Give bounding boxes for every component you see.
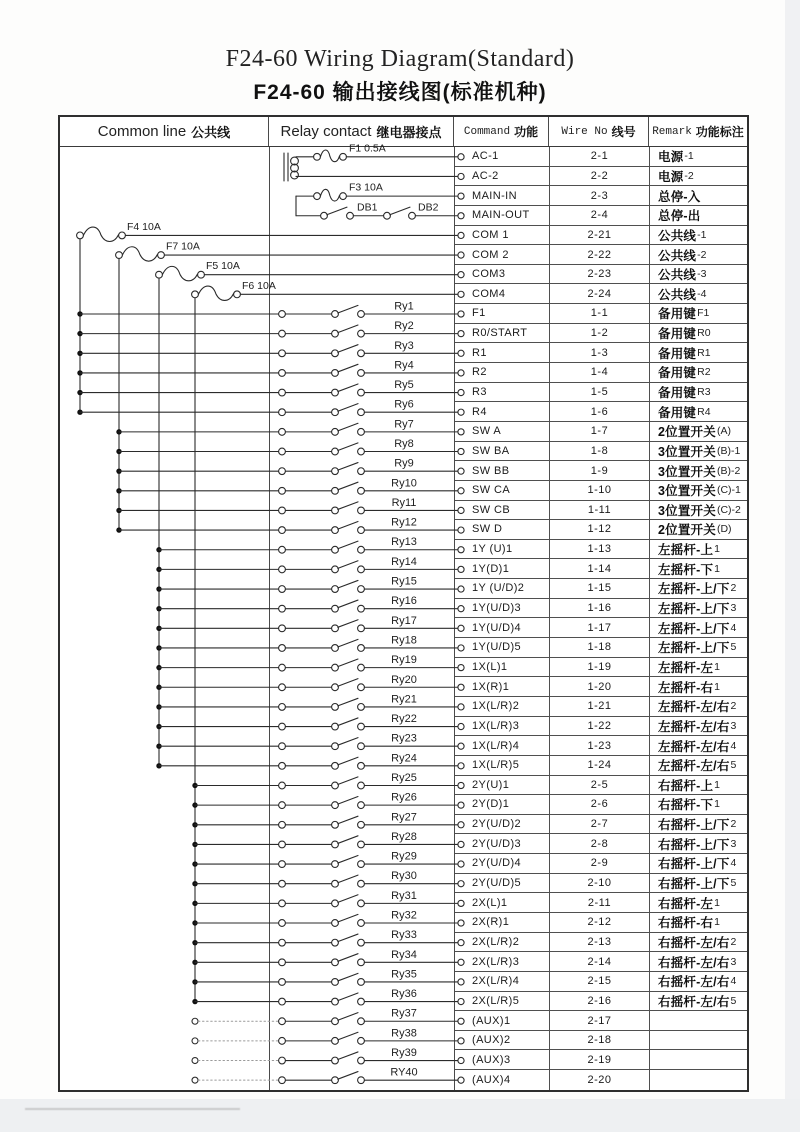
wire-no-cell: 1-19 bbox=[550, 658, 650, 677]
wire-no-cell: 2-18 bbox=[550, 1031, 650, 1050]
wire-no-cell: 1-12 bbox=[550, 520, 650, 539]
table-row bbox=[455, 972, 747, 992]
header-wire-no: Wire No 线号 bbox=[549, 117, 649, 146]
svg-text:Ry2: Ry2 bbox=[394, 320, 414, 333]
header-remark: Remark 功能标注 bbox=[652, 125, 744, 139]
wire-no-cell: 2-13 bbox=[550, 933, 650, 952]
remark-cell: 公共线 -3 bbox=[658, 268, 707, 283]
wire-no-cell: 2-14 bbox=[550, 952, 650, 971]
remark-cell: 备用键 R4 bbox=[658, 405, 711, 420]
table-row bbox=[455, 618, 747, 638]
remark-cell bbox=[650, 1050, 747, 1069]
command-cell: COM4 bbox=[455, 284, 550, 303]
table-row bbox=[455, 717, 747, 737]
table-row bbox=[455, 363, 747, 383]
svg-text:Ry5: Ry5 bbox=[394, 379, 414, 392]
table-row bbox=[455, 520, 747, 540]
remark-cell: 右摇杆-上/下 4 bbox=[658, 857, 737, 872]
table-row bbox=[455, 265, 747, 285]
wire-no-cell: 2-22 bbox=[550, 245, 650, 264]
remark-cell: 3位置开关 (B)-1 bbox=[658, 444, 741, 459]
command-cell: 1X(L/R)5 bbox=[455, 756, 550, 775]
svg-text:Ry13: Ry13 bbox=[391, 536, 417, 549]
remark-cell: 右摇杆-上/下 2 bbox=[658, 818, 737, 833]
table-row bbox=[455, 1031, 747, 1051]
remark-cell: 右摇杆-左/右 3 bbox=[658, 955, 737, 970]
command-cell: 1X(L)1 bbox=[455, 658, 550, 677]
command-cell: 2X(R)1 bbox=[455, 913, 550, 932]
command-cell: MAIN-OUT bbox=[455, 206, 550, 225]
svg-text:F4 10A: F4 10A bbox=[127, 220, 161, 233]
column-divider bbox=[269, 147, 270, 1090]
wire-no-cell: 1-23 bbox=[550, 736, 650, 755]
command-cell: (AUX)3 bbox=[455, 1050, 550, 1069]
table-row bbox=[455, 599, 747, 619]
wire-no-cell: 2-6 bbox=[550, 795, 650, 814]
scan-edge-bottom bbox=[0, 1099, 800, 1132]
table-row bbox=[455, 854, 747, 874]
svg-text:Ry28: Ry28 bbox=[391, 830, 417, 843]
remark-cell: 总停-入 bbox=[658, 189, 701, 204]
wire-no-cell: 2-21 bbox=[550, 226, 650, 245]
table-row bbox=[455, 952, 747, 972]
command-cell: 1X(R)1 bbox=[455, 677, 550, 696]
table-row bbox=[455, 756, 747, 776]
svg-text:Ry7: Ry7 bbox=[394, 418, 414, 431]
command-cell: 1X(L/R)3 bbox=[455, 717, 550, 736]
table-row bbox=[455, 1011, 747, 1031]
svg-text:Ry24: Ry24 bbox=[391, 752, 417, 765]
wire-no-cell: 2-20 bbox=[550, 1070, 650, 1090]
wire-no-cell: 2-10 bbox=[550, 874, 650, 893]
table-row bbox=[455, 658, 747, 678]
wire-no-cell: 2-23 bbox=[550, 265, 650, 284]
remark-cell: 公共线 -1 bbox=[658, 228, 707, 243]
table-row bbox=[455, 147, 747, 167]
remark-cell: 左摇杆-左/右 5 bbox=[658, 759, 737, 774]
remark-cell: 左摇杆-左/右 3 bbox=[658, 719, 737, 734]
command-cell: R2 bbox=[455, 363, 550, 382]
wire-no-cell: 1-10 bbox=[550, 481, 650, 500]
table-row bbox=[455, 245, 747, 265]
command-cell: SW A bbox=[455, 422, 550, 441]
remark-cell bbox=[650, 1031, 747, 1050]
command-cell: 1X(L/R)4 bbox=[455, 736, 550, 755]
svg-text:F5 10A: F5 10A bbox=[206, 260, 240, 273]
command-cell: (AUX)1 bbox=[455, 1011, 550, 1030]
header-relay-contact: Relay contact 继电器接点 bbox=[269, 117, 454, 146]
remark-cell: 备用键 R2 bbox=[658, 366, 711, 381]
command-cell: 2X(L/R)4 bbox=[455, 972, 550, 991]
command-cell: R4 bbox=[455, 402, 550, 421]
svg-text:Ry18: Ry18 bbox=[391, 634, 417, 647]
wire-no-cell: 1-6 bbox=[550, 402, 650, 421]
wire-no-cell: 1-21 bbox=[550, 697, 650, 716]
table-row bbox=[455, 736, 747, 756]
table-row bbox=[455, 461, 747, 481]
header-common-line: Common line 公共线 bbox=[60, 117, 269, 146]
remark-cell: 3位置开关 (B)-2 bbox=[658, 464, 741, 479]
command-cell: 1Y(U/D)4 bbox=[455, 618, 550, 637]
svg-text:F6 10A: F6 10A bbox=[242, 279, 276, 292]
svg-text:Ry21: Ry21 bbox=[391, 693, 417, 706]
command-cell: SW CB bbox=[455, 501, 550, 520]
remark-cell: 左摇杆-上/下 3 bbox=[658, 602, 737, 617]
svg-text:Ry27: Ry27 bbox=[391, 811, 417, 824]
table-row bbox=[455, 874, 747, 894]
svg-text:Ry1: Ry1 bbox=[394, 300, 414, 313]
wire-no-cell: 1-17 bbox=[550, 618, 650, 637]
svg-text:Ry9: Ry9 bbox=[394, 457, 414, 470]
header-command: Command 功能 bbox=[454, 117, 549, 146]
wire-no-cell: 2-9 bbox=[550, 854, 650, 873]
svg-text:Ry10: Ry10 bbox=[391, 477, 417, 490]
wire-no-cell: 1-18 bbox=[550, 638, 650, 657]
wire-no-cell: 1-5 bbox=[550, 383, 650, 402]
wire-no-cell: 2-3 bbox=[550, 186, 650, 205]
command-cell: 2X(L)1 bbox=[455, 893, 550, 912]
command-cell: COM 1 bbox=[455, 226, 550, 245]
svg-text:Ry4: Ry4 bbox=[394, 359, 414, 372]
table-row bbox=[455, 579, 747, 599]
svg-text:DB2: DB2 bbox=[418, 201, 439, 214]
wire-no-cell: 1-9 bbox=[550, 461, 650, 480]
remark-cell: 左摇杆-上/下 4 bbox=[658, 621, 737, 636]
remark-cell: 右摇杆-左/右 2 bbox=[658, 935, 737, 950]
remark-cell: 3位置开关 (C)-2 bbox=[658, 503, 741, 518]
table-row bbox=[455, 501, 747, 521]
wire-no-cell: 1-3 bbox=[550, 343, 650, 362]
remark-cell: 备用键 F1 bbox=[658, 307, 710, 322]
svg-text:Ry26: Ry26 bbox=[391, 791, 417, 804]
table-row bbox=[455, 677, 747, 697]
wire-no-cell: 2-8 bbox=[550, 834, 650, 853]
table-row bbox=[455, 776, 747, 796]
command-cell: 2Y(U/D)2 bbox=[455, 815, 550, 834]
remark-cell: 备用键 R3 bbox=[658, 386, 711, 400]
command-cell: SW BB bbox=[455, 461, 550, 480]
scan-smudge bbox=[25, 1108, 240, 1110]
remark-cell: 右摇杆-左/右 4 bbox=[658, 975, 737, 990]
table-row bbox=[455, 795, 747, 815]
command-cell: MAIN-IN bbox=[455, 186, 550, 205]
table-row bbox=[455, 167, 747, 187]
command-cell: F1 bbox=[455, 304, 550, 323]
svg-text:Ry17: Ry17 bbox=[391, 614, 417, 627]
table-row bbox=[455, 186, 747, 206]
remark-cell: 左摇杆-下 1 bbox=[658, 562, 721, 577]
svg-text:Ry37: Ry37 bbox=[391, 1007, 417, 1020]
wire-no-cell: 1-16 bbox=[550, 599, 650, 618]
table-row bbox=[455, 206, 747, 226]
table-row bbox=[455, 893, 747, 913]
svg-text:Ry11: Ry11 bbox=[391, 496, 417, 509]
wire-no-cell: 1-20 bbox=[550, 677, 650, 696]
remark-cell: 左摇杆-上/下 2 bbox=[658, 582, 737, 597]
table-row bbox=[455, 226, 747, 246]
remark-cell: 电源 -2 bbox=[658, 169, 694, 184]
svg-text:Ry25: Ry25 bbox=[391, 771, 417, 784]
remark-cell: 左摇杆-左/右 4 bbox=[658, 739, 737, 754]
table-row bbox=[455, 559, 747, 579]
command-cell: R1 bbox=[455, 343, 550, 362]
wire-no-cell: 2-5 bbox=[550, 776, 650, 795]
svg-text:Ry22: Ry22 bbox=[391, 713, 417, 726]
remark-cell: 右摇杆-左 1 bbox=[658, 896, 721, 911]
remark-cell bbox=[650, 1011, 747, 1030]
svg-text:Ry38: Ry38 bbox=[391, 1027, 417, 1040]
command-cell: SW BA bbox=[455, 442, 550, 461]
wire-no-cell: 2-17 bbox=[550, 1011, 650, 1030]
svg-text:Ry32: Ry32 bbox=[391, 909, 417, 922]
svg-text:Ry30: Ry30 bbox=[391, 870, 417, 883]
remark-cell bbox=[650, 1070, 747, 1090]
table-row bbox=[455, 540, 747, 560]
wire-no-cell: 1-4 bbox=[550, 363, 650, 382]
remark-cell: 右摇杆-上/下 3 bbox=[658, 837, 737, 852]
wire-no-cell: 1-7 bbox=[550, 422, 650, 441]
page-subtitle: F24-60 输出接线图(标准机种) bbox=[253, 81, 547, 104]
table-row bbox=[455, 1050, 747, 1070]
wire-no-cell: 2-19 bbox=[550, 1050, 650, 1069]
table-row bbox=[455, 324, 747, 344]
wire-no-cell: 1-2 bbox=[550, 324, 650, 343]
table-rows bbox=[454, 147, 747, 1090]
scan-edge-right bbox=[785, 0, 800, 1132]
remark-cell: 左摇杆-上/下 5 bbox=[658, 641, 737, 656]
wire-no-cell: 1-8 bbox=[550, 442, 650, 461]
svg-text:Ry39: Ry39 bbox=[391, 1047, 417, 1060]
svg-text:Ry36: Ry36 bbox=[391, 988, 417, 1001]
table-row bbox=[455, 992, 747, 1012]
remark-cell: 右摇杆-右 1 bbox=[658, 916, 721, 931]
command-cell: SW D bbox=[455, 520, 550, 539]
table-row bbox=[455, 481, 747, 501]
table-row bbox=[455, 422, 747, 442]
svg-text:Ry29: Ry29 bbox=[391, 850, 417, 863]
table-row bbox=[455, 402, 747, 422]
command-cell: 2Y(U/D)5 bbox=[455, 874, 550, 893]
table-row bbox=[455, 834, 747, 854]
command-cell: 1Y(U/D)3 bbox=[455, 599, 550, 618]
command-cell: 1Y (U)1 bbox=[455, 540, 550, 559]
remark-cell: 右摇杆-下 1 bbox=[658, 798, 721, 813]
svg-text:F3 10A: F3 10A bbox=[349, 181, 383, 194]
wire-no-cell: 2-2 bbox=[550, 167, 650, 186]
remark-cell: 备用键 R1 bbox=[658, 346, 711, 361]
command-cell: 2X(L/R)2 bbox=[455, 933, 550, 952]
command-cell: 2Y(U)1 bbox=[455, 776, 550, 795]
wire-no-cell: 1-14 bbox=[550, 559, 650, 578]
wire-no-cell: 1-1 bbox=[550, 304, 650, 323]
wire-no-cell: 2-16 bbox=[550, 992, 650, 1011]
command-cell: COM 2 bbox=[455, 245, 550, 264]
svg-text:Ry3: Ry3 bbox=[394, 339, 414, 352]
command-cell: 2X(L/R)5 bbox=[455, 992, 550, 1011]
remark-cell: 右摇杆-上/下 5 bbox=[658, 877, 737, 892]
command-cell: 1X(L/R)2 bbox=[455, 697, 550, 716]
remark-cell: 3位置开关 (C)-1 bbox=[658, 484, 741, 499]
remark-cell: 公共线 -2 bbox=[658, 248, 707, 263]
remark-cell: 公共线 -4 bbox=[658, 287, 707, 302]
svg-text:Ry8: Ry8 bbox=[394, 438, 414, 451]
remark-cell: 左摇杆-左/右 2 bbox=[658, 700, 737, 715]
wiring-table bbox=[58, 115, 749, 1092]
table-row bbox=[455, 1070, 747, 1090]
command-cell: (AUX)2 bbox=[455, 1031, 550, 1050]
svg-text:Ry14: Ry14 bbox=[391, 555, 417, 568]
remark-cell: 总停-出 bbox=[658, 209, 701, 224]
svg-text:Ry16: Ry16 bbox=[391, 595, 417, 608]
remark-cell: 2位置开关 (D) bbox=[658, 523, 732, 538]
svg-text:Ry15: Ry15 bbox=[391, 575, 417, 588]
svg-text:Ry19: Ry19 bbox=[391, 654, 417, 667]
table-row bbox=[455, 284, 747, 304]
svg-text:Ry12: Ry12 bbox=[391, 516, 417, 529]
svg-text:Ry6: Ry6 bbox=[394, 398, 414, 411]
remark-cell: 右摇杆-左/右 5 bbox=[658, 994, 737, 1009]
remark-cell: 电源 -1 bbox=[658, 150, 694, 165]
wire-no-cell: 1-11 bbox=[550, 501, 650, 520]
wire-no-cell: 2-15 bbox=[550, 972, 650, 991]
wire-no-cell: 2-24 bbox=[550, 284, 650, 303]
wire-no-cell: 1-24 bbox=[550, 756, 650, 775]
command-cell: 1Y(D)1 bbox=[455, 559, 550, 578]
remark-cell: 左摇杆-上 1 bbox=[658, 543, 721, 558]
wire-no-cell: 2-11 bbox=[550, 893, 650, 912]
command-cell: 2X(L/R)3 bbox=[455, 952, 550, 971]
table-row bbox=[455, 304, 747, 324]
wire-no-cell: 1-13 bbox=[550, 540, 650, 559]
command-cell: AC-1 bbox=[455, 147, 550, 166]
table-header bbox=[60, 117, 747, 147]
table-row bbox=[455, 697, 747, 717]
table-row bbox=[455, 933, 747, 953]
command-cell: R3 bbox=[455, 383, 550, 402]
command-cell: AC-2 bbox=[455, 167, 550, 186]
wire-no-cell: 2-1 bbox=[550, 147, 650, 166]
svg-text:F7 10A: F7 10A bbox=[166, 240, 200, 253]
wire-no-cell: 2-12 bbox=[550, 913, 650, 932]
wire-no-cell: 2-4 bbox=[550, 206, 650, 225]
remark-cell: 右摇杆-上 1 bbox=[658, 778, 721, 793]
table-row bbox=[455, 913, 747, 933]
table-row bbox=[455, 343, 747, 363]
svg-text:Ry35: Ry35 bbox=[391, 968, 417, 981]
table-row bbox=[455, 383, 747, 403]
command-cell: 1Y (U/D)2 bbox=[455, 579, 550, 598]
page-title: F24-60 Wiring Diagram(Standard) bbox=[225, 46, 575, 72]
command-cell: COM3 bbox=[455, 265, 550, 284]
command-cell: 2Y(U/D)3 bbox=[455, 834, 550, 853]
svg-text:DB1: DB1 bbox=[357, 201, 378, 214]
svg-text:Ry23: Ry23 bbox=[391, 732, 417, 745]
command-cell: SW CA bbox=[455, 481, 550, 500]
remark-cell: 2位置开关 (A) bbox=[658, 425, 731, 440]
svg-text:Ry20: Ry20 bbox=[391, 673, 417, 686]
svg-text:F1 0.5A: F1 0.5A bbox=[349, 142, 386, 155]
table-row bbox=[455, 442, 747, 462]
remark-cell: 左摇杆-右 1 bbox=[658, 680, 721, 695]
command-cell: (AUX)4 bbox=[455, 1070, 550, 1090]
wire-no-cell: 1-15 bbox=[550, 579, 650, 598]
wire-no-cell: 2-7 bbox=[550, 815, 650, 834]
command-cell: 2Y(D)1 bbox=[455, 795, 550, 814]
svg-text:Ry33: Ry33 bbox=[391, 929, 417, 942]
wire-no-cell: 1-22 bbox=[550, 717, 650, 736]
command-cell: R0/START bbox=[455, 324, 550, 343]
svg-text:Ry31: Ry31 bbox=[391, 889, 417, 902]
remark-cell: 备用键 R0 bbox=[658, 327, 711, 342]
command-cell: 2Y(U/D)4 bbox=[455, 854, 550, 873]
remark-cell: 左摇杆-左 1 bbox=[658, 660, 721, 675]
command-cell: 1Y(U/D)5 bbox=[455, 638, 550, 657]
table-row bbox=[455, 638, 747, 658]
table-row bbox=[455, 815, 747, 835]
svg-text:Ry34: Ry34 bbox=[391, 948, 417, 961]
svg-text:RY40: RY40 bbox=[390, 1066, 418, 1079]
